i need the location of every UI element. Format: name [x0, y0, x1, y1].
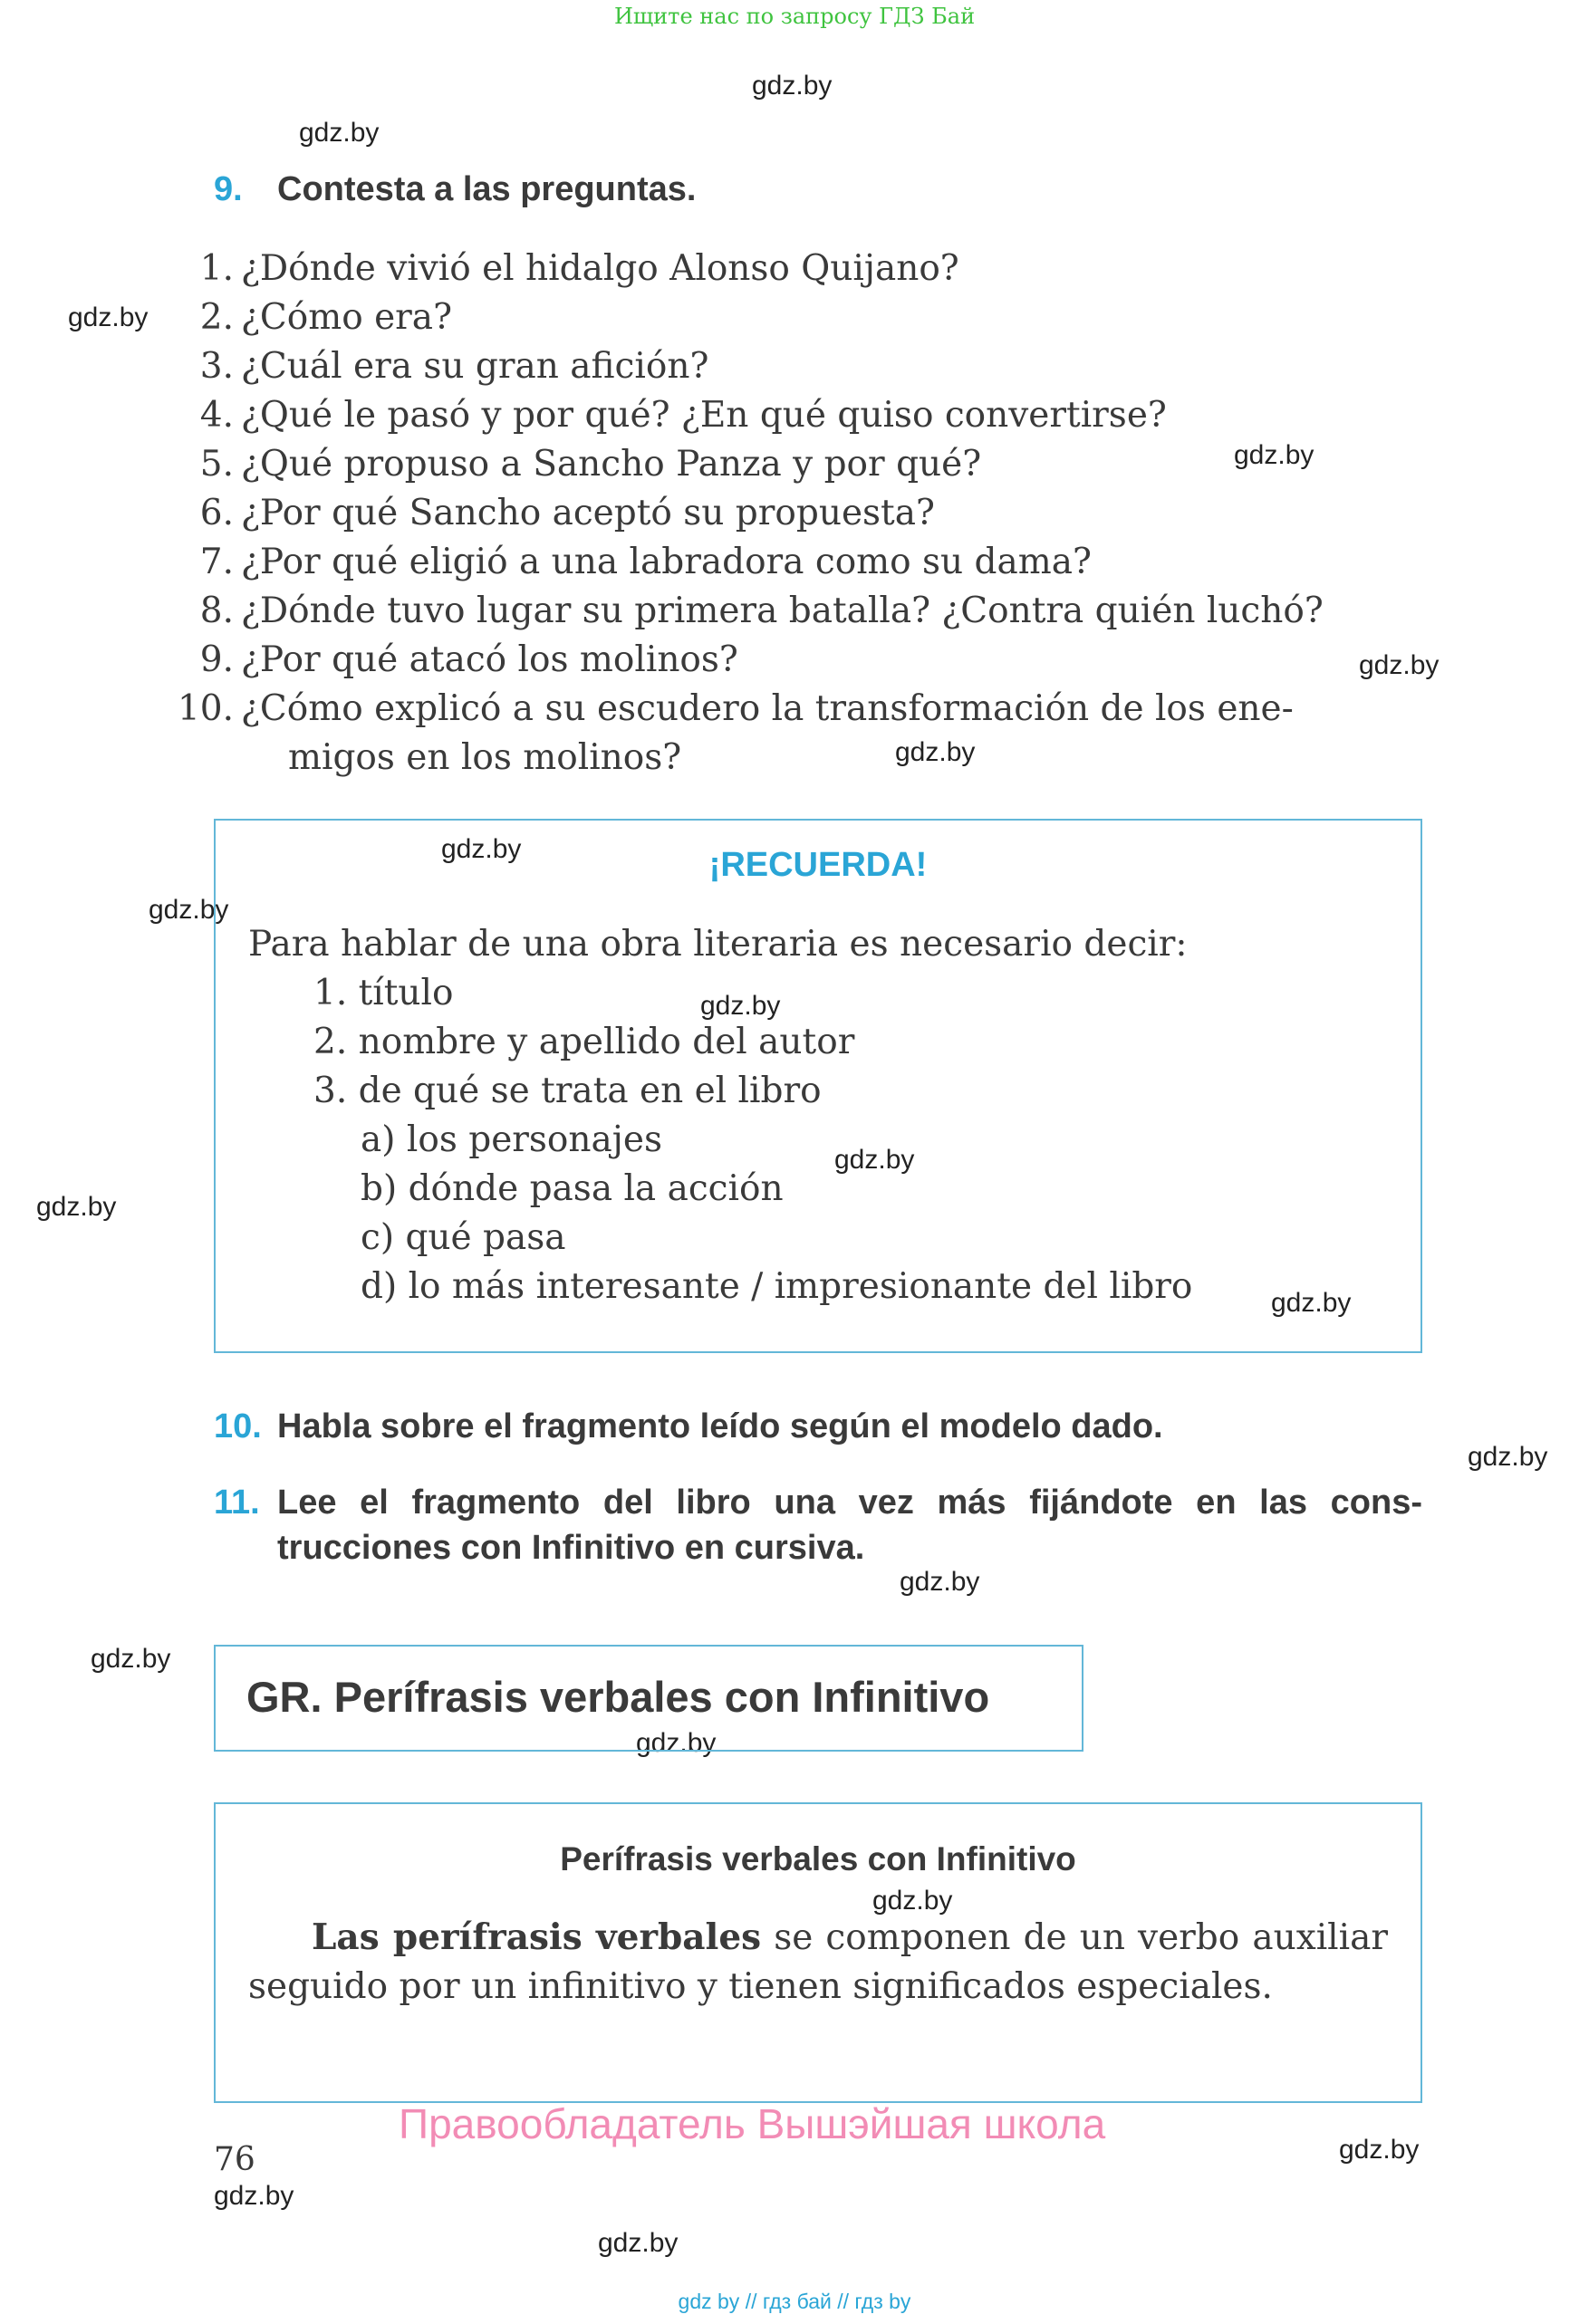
watermark: gdz.by — [149, 895, 229, 925]
question-item: 8. ¿Dónde tuvo lugar su primera batalla? ¿Contra quién luchó? — [199, 591, 1324, 631]
recuerda-subitem: d) lo más interesante / impresionante del libro — [361, 1266, 1193, 1307]
watermark: gdz.by — [900, 1567, 980, 1597]
watermark: gdz.by — [91, 1644, 171, 1674]
page-number: 76 — [214, 2141, 255, 2178]
watermark: gdz.by — [636, 1728, 717, 1758]
watermark: gdz.by — [1468, 1442, 1548, 1472]
copyright-notice: Правообладатель Вышэйшая школа — [399, 2100, 1106, 2147]
exercise-10-number: 10. — [214, 1407, 262, 1445]
recuerda-item: 3. de qué se trata en el libro — [313, 1071, 822, 1111]
exercise-11-line-2: trucciones con Infinitivo en cursiva. — [277, 1529, 865, 1567]
watermark: gdz.by — [1271, 1288, 1352, 1318]
exercise-11-line-1: Lee el fragmento del libro una vez más fijándote en las cons- — [277, 1484, 1422, 1522]
recuerda-subitem: a) los personajes — [361, 1119, 662, 1160]
watermark: gdz.by — [872, 1886, 953, 1916]
question-item: 10. ¿Cómo explicó a su escudero la transformación de los ene- — [177, 688, 1294, 729]
watermark: gdz.by — [299, 118, 380, 148]
question-item: 7. ¿Por qué eligió a una labradora como su dama? — [199, 542, 1092, 582]
watermark: gdz.by — [1359, 650, 1440, 680]
grammar-bold-term: Las perífrasis verbales — [312, 1916, 762, 1958]
watermark: gdz.by — [598, 2228, 679, 2258]
question-item: 9. ¿Por qué atacó los molinos? — [199, 639, 738, 680]
question-item: 2. ¿Cómo era? — [199, 297, 452, 338]
recuerda-item: 1. título — [313, 973, 454, 1013]
watermark: gdz.by — [700, 991, 781, 1021]
exercise-9-heading: Contesta a las preguntas. — [277, 170, 697, 208]
recuerda-subitem: c) qué pasa — [361, 1217, 566, 1258]
gr-title: GR. Perífrasis verbales con Infinitivo — [246, 1673, 990, 1721]
exercise-11-number: 11. — [214, 1484, 260, 1522]
question-item: 5. ¿Qué propuso a Sancho Panza y por qué? — [199, 444, 982, 485]
watermark: gdz.by — [36, 1192, 117, 1222]
question-item: 1. ¿Dónde vivió el hidalgo Alonso Quijano? — [199, 248, 959, 289]
watermark: gdz.by — [1339, 2135, 1420, 2165]
exercise-10-heading: Habla sobre el fragmento leído según el modelo dado. — [277, 1407, 1163, 1445]
question-item: 3. ¿Cuál era su gran afición? — [199, 346, 709, 387]
recuerda-subitem: b) dónde pasa la acción — [361, 1168, 784, 1209]
question-item: 4. ¿Qué le pasó y por qué? ¿En qué quiso convertirse? — [199, 395, 1167, 436]
watermark: gdz.by — [441, 834, 522, 864]
watermark: gdz.by — [68, 303, 149, 332]
watermark: gdz.by — [834, 1145, 915, 1175]
recuerda-intro: Para hablar de una obra literaria es necesario decir: — [248, 924, 1188, 965]
watermark: gdz.by — [752, 71, 833, 101]
top-banner[interactable]: Ищите нас по запросу ГДЗ Бай — [613, 4, 976, 29]
recuerda-title: ¡RECUERDA! — [708, 846, 928, 884]
recuerda-item: 2. nombre y apellido del autor — [313, 1022, 855, 1062]
grammar-box-title: Perífrasis verbales con Infinitivo — [560, 1840, 1076, 1877]
footer-links[interactable]: gdz by // гдз бай // гдз by — [678, 2290, 911, 2313]
grammar-box-paragraph: Las perífrasis verbales se componen de un verbo auxiliar seguido por un infinitivo y tienen significados especiales. — [248, 1916, 1389, 2007]
question-10-continuation: migos en los molinos? — [288, 737, 682, 778]
watermark: gdz.by — [1234, 440, 1315, 470]
question-item: 6. ¿Por qué Sancho aceptó su propuesta? — [199, 493, 935, 533]
exercise-9-number: 9. — [214, 170, 243, 208]
watermark: gdz.by — [214, 2181, 294, 2211]
watermark: gdz.by — [895, 737, 976, 767]
